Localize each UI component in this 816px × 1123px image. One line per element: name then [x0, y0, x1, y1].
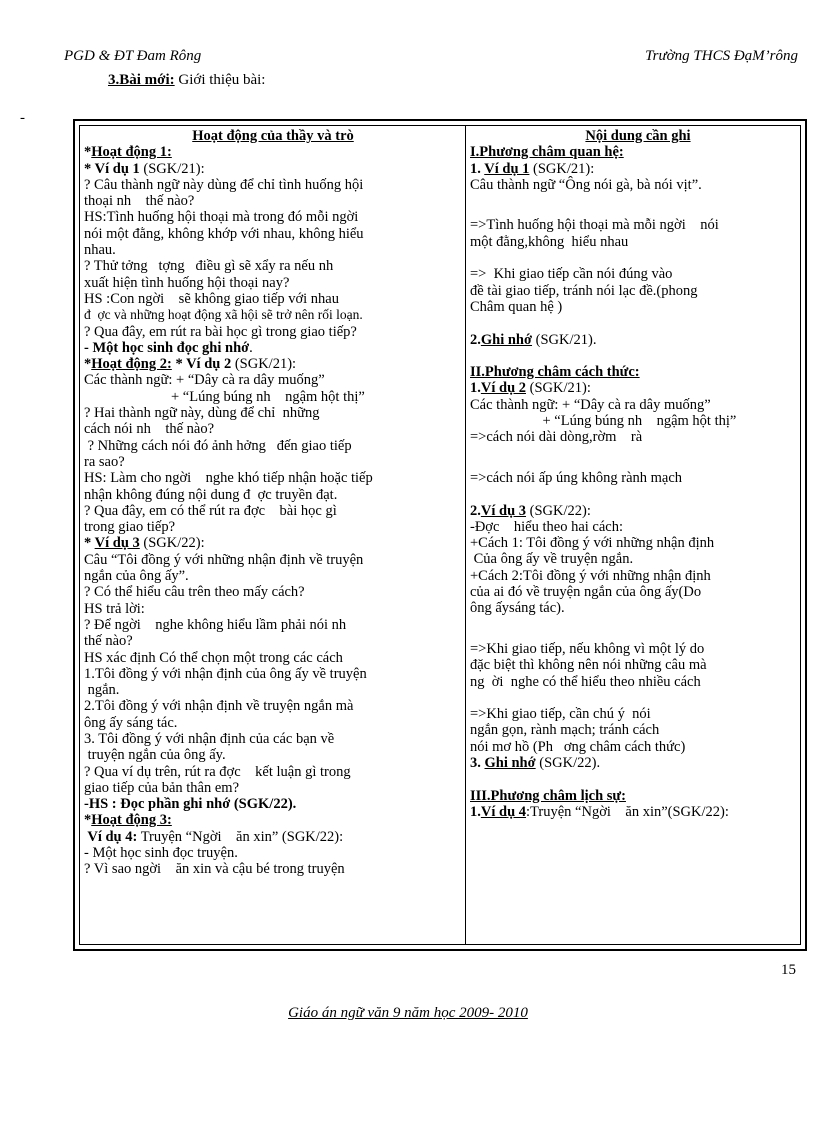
- lesson-table: [73, 119, 807, 951]
- left-line: nhau.: [84, 242, 116, 259]
- left-line: ? Vì sao ngời ăn xin và cậu bé trong truyện: [84, 861, 345, 878]
- left-line: ? Để ngời nghe không hiểu lầm phải nói nh: [84, 616, 347, 633]
- period-mark: .: [249, 339, 253, 356]
- star-mark: *: [84, 160, 95, 177]
- content-column: [470, 128, 806, 820]
- example-label: * Ví dụ 2: [171, 356, 232, 373]
- right-column-header: Nội dung cần ghi: [585, 128, 691, 144]
- left-line: ? Qua ví dụ trên, rút ra đợc kết luận gì trong: [84, 763, 351, 780]
- page-number: 15: [781, 962, 796, 978]
- header-school-dept: PGD & ĐT Đam Rông: [64, 48, 202, 64]
- left-line: nhận không đúng nội dung đ ợc truyền đạt.: [84, 486, 338, 503]
- footer-title: Giáo án ngữ văn 9 năm học 2009- 2010: [288, 1005, 528, 1021]
- left-line: ngắn của ông ấy”.: [84, 568, 189, 585]
- example-1-heading: [470, 161, 806, 177]
- spacer: [470, 462, 806, 470]
- left-line: HS:Tình huống hội thoại mà trong đó mỗi ngời: [84, 209, 359, 226]
- spacer: [470, 486, 806, 502]
- example-ref: (SGK/21):: [526, 380, 591, 397]
- section-title: I.Phương châm quan hệ:: [470, 144, 624, 161]
- example-label: Ví dụ 2: [480, 380, 527, 397]
- right-line: =>cách nói dài dòng,rờm rà: [470, 429, 643, 446]
- example-3-heading: [470, 503, 806, 519]
- star-mark: *: [84, 356, 92, 373]
- section-3-heading: [470, 788, 806, 804]
- left-line: ra sao?: [84, 453, 125, 470]
- right-line: =>Khi giao tiếp, nếu không vì một lý do: [470, 640, 705, 657]
- left-line: trong giao tiếp?: [84, 519, 176, 536]
- activity-2-heading: [84, 356, 462, 372]
- left-line: HS xác định Có thể chọn một trong các cách: [84, 649, 343, 666]
- left-line: ? Có thể hiểu câu trên theo mấy cách?: [84, 584, 305, 601]
- right-line: + “Lúng búng nh ngậm hột thị”: [470, 413, 737, 430]
- section-2-heading: [470, 364, 806, 380]
- spacer: [470, 633, 806, 641]
- memo-number: 2.: [470, 331, 481, 348]
- left-line: ông ấy sáng tác.: [84, 714, 178, 731]
- activity-label: Hoạt động 3:: [91, 812, 172, 829]
- example-4-heading: [470, 804, 806, 820]
- example-ref: :Truyện “Ngời ăn xin”(SGK/22):: [526, 803, 729, 820]
- activity-1-heading: [84, 144, 462, 160]
- example-label: Ví dụ 3: [94, 535, 140, 552]
- dash-mark: -: [84, 339, 93, 356]
- left-line: Câu “Tôi đồng ý với những nhận định về truyện: [84, 551, 364, 568]
- example-1-heading: [84, 161, 462, 177]
- left-line: ? Qua đây, em rút ra bài học gì trong giao tiếp?: [84, 323, 357, 340]
- example-label: Ví dụ 4: [480, 803, 527, 820]
- example-number: 1.: [470, 803, 481, 820]
- spacer: [470, 617, 806, 633]
- star-mark: *: [84, 144, 92, 161]
- right-line: =>cách nói ấp úng không rành mạch: [470, 469, 683, 486]
- example-2-heading: [470, 380, 806, 396]
- left-line: ? Hai thành ngữ này, dùng để chỉ những: [84, 405, 320, 422]
- example-ref: Truyện “Ngời ăn xin” (SGK/22):: [137, 828, 344, 845]
- example-label: Ví dụ 1: [94, 160, 140, 177]
- column-divider: [465, 126, 466, 944]
- section-label: 3.Bài mới:: [108, 72, 175, 88]
- left-line: HS: Làm cho ngời nghe khó tiếp nhận hoặc tiếp: [84, 470, 373, 487]
- left-line: 3. Tôi đồng ý với nhận định của các bạn về: [84, 730, 335, 747]
- left-line: ngắn.: [84, 682, 120, 699]
- activity-3-heading: [84, 812, 462, 828]
- right-line: Câu thành ngữ “Ông nói gà, bà nói vịt”.: [470, 176, 702, 193]
- right-line: +Cách 1: Tôi đồng ý với những nhận định: [470, 535, 715, 552]
- spacer: [470, 250, 806, 266]
- left-line: ? Qua đây, em có thể rút ra đợc bài học gì: [84, 502, 337, 519]
- right-line: Các thành ngữ: + “Dây cà ra dây muống”: [470, 396, 711, 413]
- right-line: một đằng,không hiểu nhau: [470, 233, 629, 250]
- spacer: [470, 348, 806, 364]
- activities-column: [84, 128, 462, 878]
- left-line: Các thành ngữ: + “Dây cà ra dây muống”: [84, 372, 325, 389]
- spacer: [470, 209, 806, 217]
- memo-1-line: [470, 332, 806, 348]
- example-ref: (SGK/21):: [139, 160, 205, 177]
- example-ref: (SGK/22):: [526, 502, 591, 519]
- star-mark: *: [84, 535, 95, 552]
- left-line: giao tiếp của bản thân em?: [84, 779, 240, 796]
- example-3-heading: [84, 535, 462, 551]
- example-ref: (SGK/21):: [231, 356, 297, 373]
- spacer: [470, 446, 806, 462]
- memo-label: Ghi nhớ: [484, 754, 536, 771]
- right-line: nói mơ hồ (Ph ơng châm cách thức): [470, 738, 686, 755]
- spacer: [470, 193, 806, 209]
- left-line: HS :Con ngời sẽ không giao tiếp với nhau: [84, 290, 339, 307]
- example-label: Ví dụ 3: [480, 502, 527, 519]
- left-line: HS trả lời:: [84, 600, 145, 617]
- left-line: xuất hiện tình huống hội thoại nay?: [84, 274, 290, 291]
- section-text: Giới thiệu bài:: [174, 72, 266, 88]
- activity-label: Hoạt động 1:: [91, 144, 172, 161]
- left-line: - Một học sinh đọc truyện.: [84, 845, 238, 862]
- memo-label: Ghi nhớ: [480, 331, 533, 348]
- activity-label: Hoạt động 2:: [91, 356, 172, 373]
- lesson-table-inner: [79, 125, 801, 945]
- memo-2-line: [470, 755, 806, 771]
- right-line: ng ời nghe có thể hiểu theo nhiều cách: [470, 673, 701, 690]
- left-line: ? Thử tởng tợng điều gì sẽ xẩy ra nếu nh: [84, 258, 334, 275]
- left-line: 2.Tôi đồng ý với nhận định về truyện ngắn mà: [84, 698, 354, 715]
- right-line: Của ông ấy về truyện ngắn.: [470, 551, 634, 568]
- header-school-name: Trường THCS ĐạM’rông: [645, 48, 798, 64]
- read-memo-text: Một học sinh đọc ghi nhớ: [92, 339, 250, 356]
- section-1-heading: [470, 144, 806, 160]
- right-line: -Đợc hiểu theo hai cách:: [470, 518, 624, 535]
- right-line: đề tài giao tiếp, tránh nói lạc đề.(phong: [470, 282, 698, 299]
- left-line: nói một đằng, không khớp với nhau, không hiểu: [84, 225, 364, 242]
- example-number: 1.: [470, 380, 481, 397]
- read-memo-2-line: -HS : Đọc phần ghi nhớ (SGK/22).: [84, 796, 297, 813]
- left-column-header: Hoạt động của thầy và trò: [192, 128, 354, 144]
- example-4-heading: [84, 829, 462, 845]
- memo-number: 3.: [470, 754, 485, 771]
- right-line: đặc biệt thì không nên nói những câu mà: [470, 657, 707, 674]
- example-ref: (SGK/21):: [529, 160, 595, 177]
- read-memo-line: [84, 340, 462, 356]
- left-line: cách nói nh thế nào?: [84, 421, 215, 438]
- star-mark: *: [84, 812, 92, 829]
- section-heading: [108, 72, 265, 89]
- example-number: 2.: [470, 502, 481, 519]
- left-line: truyện ngắn của ông ấy.: [84, 747, 226, 764]
- left-line: ? Câu thành ngữ này dùng để chỉ tình huống hội: [84, 176, 364, 193]
- example-number: 1.: [470, 160, 485, 177]
- example-ref: (SGK/22):: [139, 535, 205, 552]
- spacer: [470, 690, 806, 706]
- memo-ref: (SGK/21).: [532, 331, 597, 348]
- left-line: ? Những cách nói đó ảnh hởng đến giao tiếp: [84, 437, 352, 454]
- example-label: Ví dụ 4:: [84, 828, 138, 845]
- left-line: + “Lúng búng nh ngậm hột thị”: [84, 388, 365, 405]
- left-line: thoại nh thế nào?: [84, 193, 195, 210]
- right-line: ông ấysáng tác).: [470, 600, 565, 617]
- right-line: của ai đó về truyện ngắn của ông ấy(Do: [470, 584, 702, 601]
- section-title: II.Phương châm cách thức:: [470, 364, 640, 381]
- section-title: III.Phương châm lịch sự:: [470, 787, 626, 804]
- right-line: => Khi giao tiếp cần nói đúng vào: [470, 266, 673, 283]
- right-line: =>Khi giao tiếp, cần chú ý nói: [470, 706, 651, 723]
- left-line: thế nào?: [84, 633, 133, 650]
- left-line: 1.Tôi đồng ý với nhận định của ông ấy về truyện: [84, 665, 367, 682]
- spacer: [470, 771, 806, 787]
- left-line: đ ợc và những hoạt động xã hội sẽ trở nên rối loạn.: [84, 307, 363, 323]
- right-line: =>Tình huống hội thoại mà mỗi ngời nói: [470, 217, 719, 234]
- example-label: Ví dụ 1: [484, 160, 530, 177]
- spacer: [470, 315, 806, 331]
- right-line: ngắn gọn, rành mạch; tránh cách: [470, 722, 660, 739]
- memo-ref: (SGK/22).: [535, 754, 601, 771]
- right-line: +Cách 2:Tôi đồng ý với những nhận định: [470, 567, 711, 584]
- margin-dash: -: [20, 110, 25, 126]
- right-line: Châm quan hệ ): [470, 298, 563, 315]
